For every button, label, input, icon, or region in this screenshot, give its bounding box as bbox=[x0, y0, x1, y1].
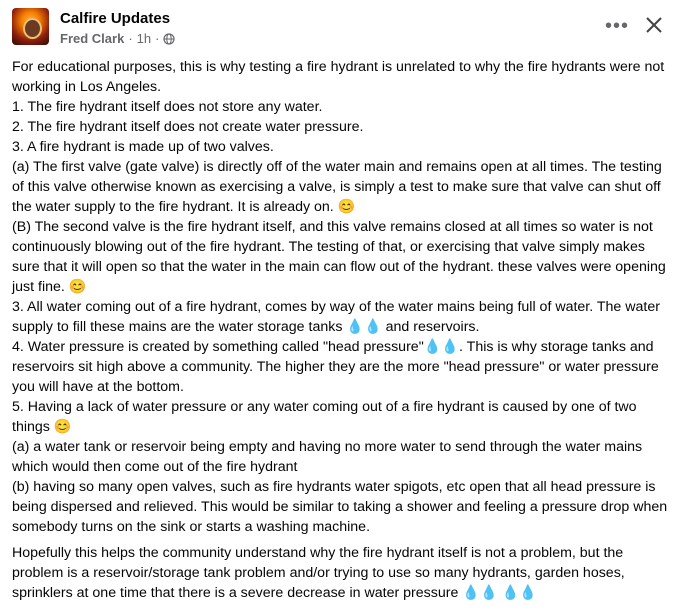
group-name[interactable]: Calfire Updates bbox=[60, 10, 171, 27]
avatar-face bbox=[23, 18, 42, 39]
post-line: (a) The first valve (gate valve) is directly off of the water main and remains open at all times. The testing of this valve otherwise known as exercising a valve, is simply a test to make sure that valve can shut off the water supply to the fire hydrant. It is already on. 😊 bbox=[12, 159, 662, 215]
post-line: 3. A fire hydrant is made up of two valves. bbox=[12, 139, 274, 155]
close-icon[interactable] bbox=[641, 12, 667, 38]
post-line: (B) The second valve is the fire hydrant itself, and this valve remains closed at all times so water is not continuously blowing out of the fire hydrant. The testing of that, or exercising that valve simply makes sure that it will open so that the water in the main can flow out of the hydrant. these valves were opening just fine. 😊 bbox=[12, 219, 666, 295]
post-header bbox=[12, 8, 667, 48]
post-line: 2. The fire hydrant itself does not create water pressure. bbox=[12, 119, 364, 135]
post-line: (a) a water tank or reservoir being empty and having no more water to send through the water mains which would then come out of the fire hydrant bbox=[12, 439, 643, 475]
post-line: 3. All water coming out of a fire hydrant, comes by way of the water mains being full of water. The water supply to fill these mains are the water storage tanks 💧💧 and reservoirs. bbox=[12, 299, 660, 335]
post-line: (b) having so many open valves, such as fire hydrants water spigots, etc open that all head pressure is being dispersed and relieved. This would be similar to taking a shower and feeling a pressure drop when somebody turns on the sink or starts a washing machine. bbox=[12, 479, 668, 535]
post-time[interactable]: 1h bbox=[136, 31, 152, 46]
globe-icon bbox=[163, 33, 175, 45]
post-line: 1. The fire hydrant itself does not store any water. bbox=[12, 99, 323, 115]
post-meta bbox=[60, 31, 175, 46]
more-options-icon[interactable]: ••• bbox=[605, 14, 630, 37]
post-line: For educational purposes, this is why testing a fire hydrant is unrelated to why the fire hydrants were not working in Los Angeles. bbox=[12, 59, 665, 95]
post-body bbox=[12, 57, 672, 603]
author-name[interactable]: Fred Clark bbox=[60, 31, 125, 46]
group-avatar[interactable] bbox=[12, 8, 49, 45]
meta-separator-2: · bbox=[155, 31, 160, 46]
post-closing: Hopefully this helps the community understand why the fire hydrant itself is not a problem, but the problem is a reservoir/storage tank problem and/or trying to use so many hydrants, garden hoses, sprinklers at one time that there is a severe decrease in water pressure 💧💧 💧💧 bbox=[12, 545, 625, 601]
post-line: 5. Having a lack of water pressure or any water coming out of a fire hydrant is caused by one of two things 😊 bbox=[12, 399, 637, 435]
post-line: 4. Water pressure is created by something called "head pressure"💧💧. This is why storage tanks and reservoirs sit high above a community. The higher they are the more "head pressure" or water pressure you will have at the bottom. bbox=[12, 339, 659, 395]
meta-separator: · bbox=[128, 31, 133, 46]
post-text bbox=[12, 57, 672, 537]
